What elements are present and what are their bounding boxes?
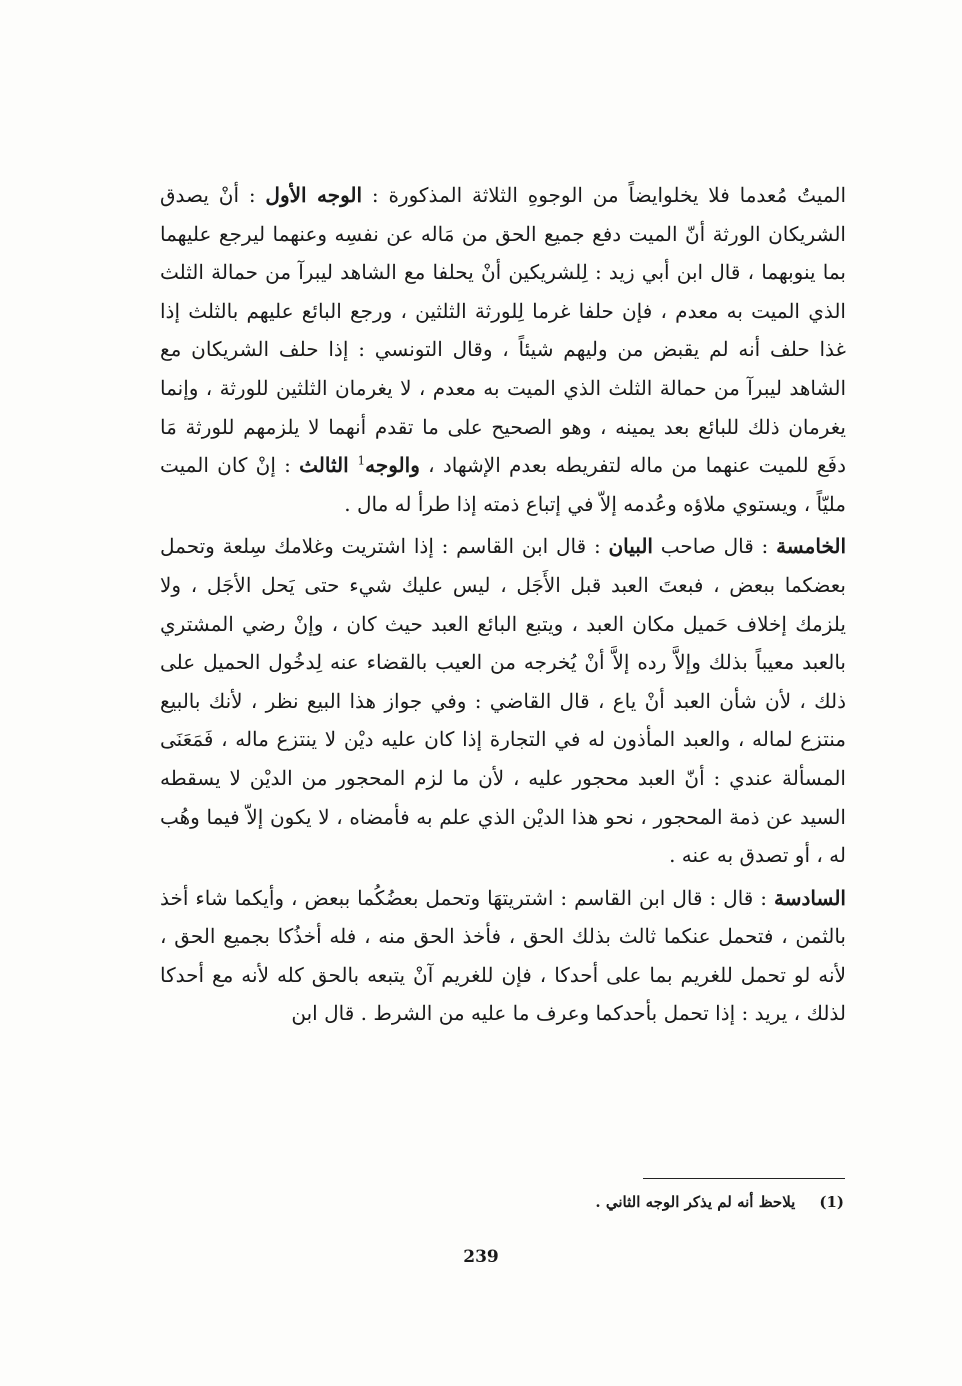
heading-fifth: الخامسة [776, 534, 847, 559]
paragraph-2 [160, 527, 846, 874]
footnote [244, 1190, 844, 1214]
footnote-text: يلاحظ أنه لم يذكر الوجه الثاني . [595, 1193, 796, 1211]
heading-third-aspect: والوجه [365, 453, 420, 478]
page-number: 239 [463, 1247, 499, 1267]
text-run: : قال : قال ابن القاسم : اشتريتهَا وتحمل بعضُكُما ببعض ، وأيكما شاء أخذ بالثمن ، فتحمل عنكما ثالث بذلك الحق ، فأخذ الحق منه ، فله أخذُكا بجميع الحق ، لأنه لو تحمل للغريم بما على أحدكا ، فإن للغريم آنْ يتبعه بالحق كله لأنه مع أحدكا لذلك ، يريد : إذا تحمل بأحدكما وعرف ما عليه من الشرط . قال ابن [160, 885, 846, 1026]
footnote-marker: 1 [357, 453, 366, 468]
text-run: : أنْ يصدق الشريكان الورثة أنّ الميت دفع جميع الحق من مَاله عن نفسِه وعنهما ليرجع عليهما بما ينوبهما ، قال ابن أبي زيد : لِلشريكين أنْ يحلفا مع الشاهد ليبرآ من حمالة الثلث الذي الميت به معدم ، فإن حلفا غرما لِلورثة الثلثين ، ورجع البائع عليهم بالثلث إذا غذا حلف أنه لم يقبض من وليهم شيئاً ، وقال التونسي : إذا حلف الشريكان مع الشاهد ليبرآ من حمالة الثلث الذي الميت به معدم ، لا يغرمان الثلثين للورثة ، وإنما يغرمان ذلك للبائع بعد يمينه ، وهو الصحيح على ما تقدم أنهما لا يلزمهم للورثة مَا دفَع للميت عنهما من ماله لتفريطه بعدم الإشهاد ، [160, 183, 847, 478]
heading-third-aspect-word: الثالث [299, 453, 358, 478]
main-text [160, 176, 846, 1033]
text-run: : قال صاحب [652, 534, 777, 559]
heading-first-aspect: الوجه الأول [265, 183, 363, 207]
text-run: الميتُ مُعدما فلا يخلوايضاً من الوجوهِ الثلاثة المذكورة : [362, 183, 846, 207]
paragraph-3 [160, 879, 846, 1033]
paragraph-1 [160, 176, 846, 523]
footnote-number: (1) [819, 1193, 844, 1211]
text-run: : إنْ كان الميت مليّاً ، ويستوي ملاؤه وعُدمه إلاّ في إتباع ذمته إذا طرأ له مال . [160, 453, 846, 516]
text-run: : قال ابن القاسم : إذا اشتريت وغلامك سِلعة وتحمل بعضكما ببعض ، فبعتَ العبد قبل الأَجَل ، ليس عليك شيء حتى يَحل الأجَل ، ولا يلزمك إخلاف حَميل مكان العبد ، ويتبع البائع العبد حيث كان ، وإنْ رضي المشتري بالعبد معيباً بذلك وإلاَّ رده إلاَّ أنْ يُخرجه من العيب بالقضاء عنه لِدخُول الحميل على ذلك ، لأن شأن العبد أنْ ياع ، قال القاضي : وفي جواز هذا البيع نظر ، لأنك بالبيع منتزع لماله ، والعبد المأذون له في التجارة إذا كان عليه ديْن لا ينتزع ماله ، فَمَعَنَى المسألة عندي : أنّ العبد محجور عليه ، لأن ما لزم المحجور من الديْن لا يسقطه السيد عن ذمة المحجور ، نحو هذا الديْن الذي علم به فأمضاه ، لا يكون إلاّ فيما وهُب له ، أو تصدق به عنه . [160, 534, 846, 868]
footnote-separator [643, 1178, 845, 1179]
heading-sixth: السادسة [774, 885, 846, 910]
book-title-bayan: البيان [608, 534, 653, 559]
